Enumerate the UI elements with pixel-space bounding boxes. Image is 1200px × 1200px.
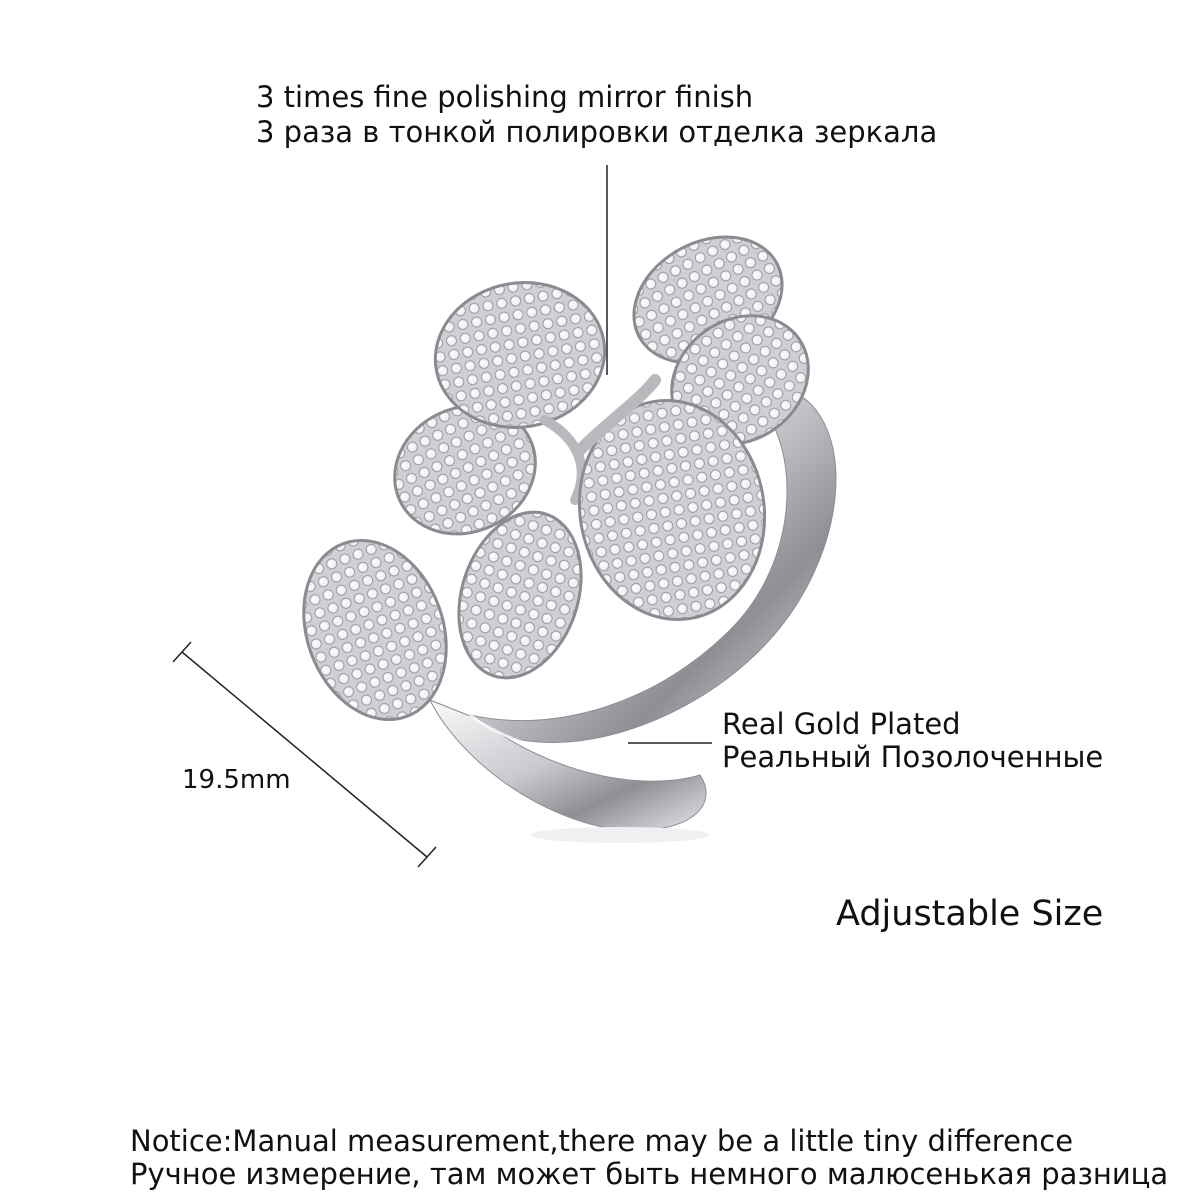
plated-callout-ru: Реальный Позолоченные [722, 740, 1104, 774]
dimension-label: 19.5mm [182, 765, 291, 795]
finish-callout-en: 3 times fine polishing mirror finish [256, 80, 754, 114]
plated-callout-en: Real Gold Plated [722, 707, 961, 741]
adjustable-size-label: Adjustable Size [836, 894, 1104, 934]
notice-en: Notice:Manual measurement,there may be a little tiny difference [130, 1124, 1074, 1158]
ring-shadow [530, 827, 710, 843]
notice-ru: Ручное измерение, там может быть немного малюсенькая разница [130, 1157, 1169, 1191]
butterfly-left [280, 269, 617, 739]
finish-callout-ru: 3 раза в тонкой полировки отделка зеркала [256, 115, 938, 149]
